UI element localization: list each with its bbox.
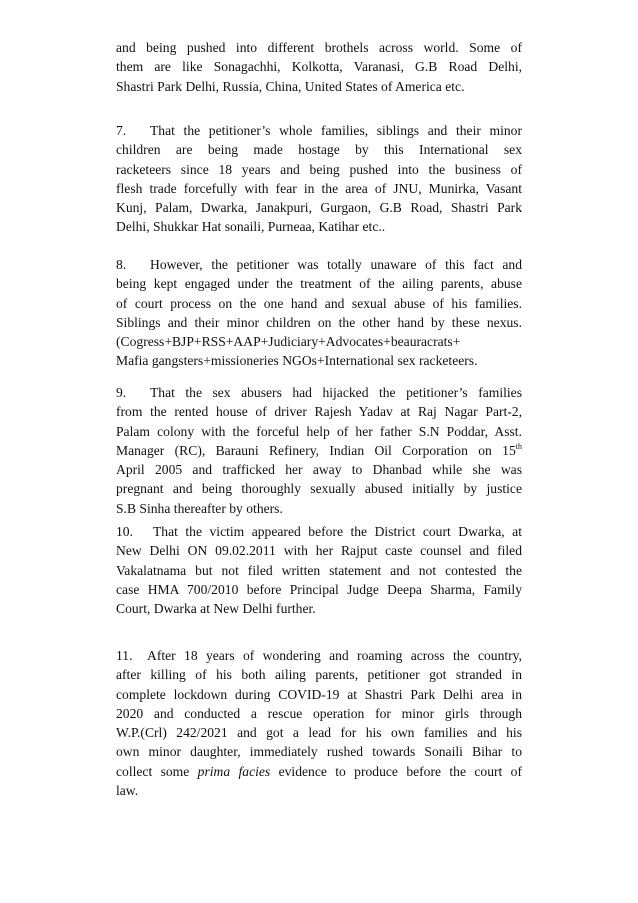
text-line: Shastri Park Delhi, Russia, China, United States of America etc. [116,78,465,94]
text-line [116,646,522,665]
text-line: Siblings and their minor children on the other hand by these nexus. [116,314,522,330]
text-line: Court, Dwarka at New Delhi further. [116,601,316,617]
text-line: of court process on the one hand and sexual abuse of his families. [116,295,522,311]
paragraph-10 [116,522,522,618]
ordinal-superscript: th [515,441,522,451]
text-line-content: That the sex abusers had hijacked the petitioner’s families [150,385,522,400]
text-line: own minor daughter, immediately rushed towards Sonaili Bihar to [116,744,522,760]
text-line: and being pushed into different brothels across world. Some of [116,40,522,55]
text-line-content: evidence to produce before the court of [270,763,522,779]
text-line: complete lockdown during COVID-19 at Shastri Park Delhi area in [116,686,522,702]
text-line: Vakalatnama but not filed written statement and not contested the [116,562,522,578]
text-line: W.P.(Crl) 242/2021 and got a lead for his own families and his [116,725,522,741]
paragraph-7 [116,121,522,237]
paragraph-number: 7. [116,123,127,138]
text-line: 2020 and conducted a rescue operation for minor girls through [116,705,522,721]
text-line: law. [116,783,139,799]
text-line: flesh trade forcefully with fear in the area of JNU, Munirka, Vasant [116,180,522,196]
text-line: April 2005 and trafficked her away to Dhanbad while she was [116,462,522,478]
paragraph-9 [116,383,522,518]
text-line-content: Manager (RC), Barauni Refinery, Indian Oil Corporation on 15 [116,442,516,458]
text-line [116,255,522,274]
text-line [116,762,522,781]
text-line-content: That the petitioner’s whole families, siblings and their minor [150,123,522,138]
text-line: case HMA 700/2010 before Principal Judge Deepa Sharma, Family [116,581,522,597]
text-line: New Delhi ON 09.02.2011 with her Rajput caste counsel and filed [116,543,522,559]
text-line: Palam colony with the forceful help of her father S.N Poddar, Asst. [116,423,522,439]
text-line: children are being made hostage by this International sex [116,142,522,158]
paragraph-number: 11. [116,648,133,663]
text-line: from the rented house of driver Rajesh Yadav at Raj Nagar Part-2, [116,404,522,420]
text-line [116,441,522,460]
text-line: pregnant and being thoroughly sexually abused initially by justice [116,481,522,497]
text-line-content: collect some [116,763,198,779]
text-line: (Cogress+BJP+RSS+AAP+Judiciary+Advocates+beauracrats+ [116,334,461,350]
text-line-content: That the victim appeared before the District court Dwarka, at [153,524,522,539]
text-line [116,383,522,402]
italic-phrase: prima facies [197,763,271,779]
text-line-content: However, the petitioner was totally unaware of this fact and [150,257,522,272]
text-line: Delhi, Shukkar Hat sonaili, Purneaa, Katihar etc.. [116,219,386,235]
paragraph-number: 9. [116,385,127,400]
text-line: them are like Sonagachhi, Kolkotta, Varanasi, G.B Road Delhi, [116,59,522,75]
text-line: being kept engaged under the treatment of the ailing parents, abuse [116,276,522,292]
text-line: Mafia gangsters+missioneries NGOs+International sex racketeers. [116,353,478,369]
text-line [116,121,522,140]
text-line: S.B Sinha thereafter by others. [116,500,283,516]
paragraph-11 [116,646,522,800]
paragraph-number: 8. [116,257,127,272]
text-line-content: After 18 years of wondering and roaming across the country, [147,648,522,663]
text-line: Kunj, Palam, Dwarka, Janakpuri, Gurgaon, G.B Road, Shastri Park [116,200,522,216]
paragraph-number: 10. [116,524,133,539]
paragraph-8 [116,255,522,371]
text-line [116,522,522,541]
text-line: after killing of his both ailing parents, petitioner got stranded in [116,667,522,683]
text-line: racketeers since 18 years and being pushed into the business of [116,161,522,177]
paragraph-continuation [116,38,522,96]
